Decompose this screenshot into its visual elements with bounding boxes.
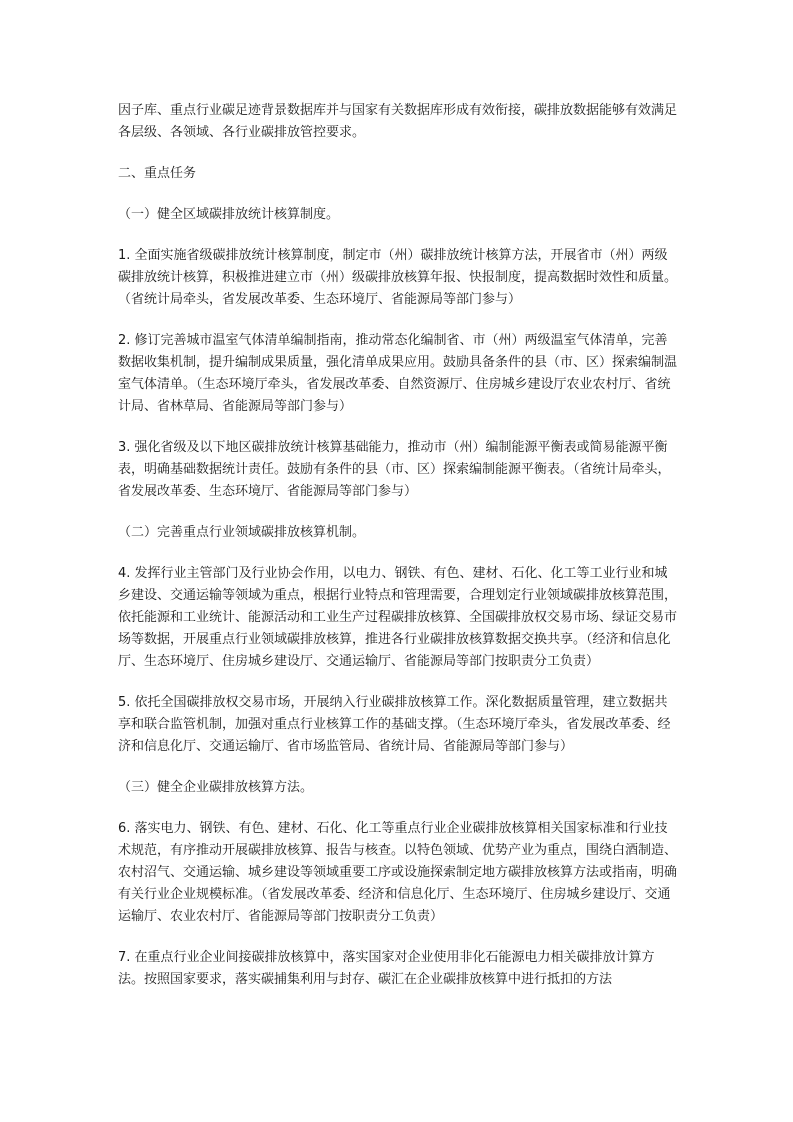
section-heading-key-tasks: 二、重点任务 bbox=[118, 166, 197, 181]
paragraph-item-1: 1. 全面实施省级碳排放统计核算制度，制定市（州）碳排放统计核算方法，开展省市（州）两级碳排放统计核算，积极推进建立市（州）级碳排放核算年报、快报制度，提高数据时效性和质量。（省统计局牵头，省发展改革委、生态环境厅、省能源局等部门参与） bbox=[118, 248, 678, 307]
paragraph-item-4: 4. 发挥行业主管部门及行业协会作用，以电力、钢铁、有色、建材、石化、化工等工业行业和城乡建设、交通运输等领域为重点，根据行业特点和管理需要，合理划定行业领域碳排放核算范围，依托能源和工业统计、能源活动和工业生产过程碳排放核算、全国碳排放权交易市场、绿证交易市场等数据，开展重点行业领域碳排放核算，推进各行业碳排放核算数据交换共享。（经济和信息化厅、生态环境厅、住房城乡建设厅、交通运输厅、省能源局等部门按职责分工负责） bbox=[118, 566, 678, 669]
subsection-heading-1: （一）健全区域碳排放统计核算制度。 bbox=[118, 207, 340, 222]
paragraph-intro-continued: 因子库、重点行业碳足迹背景数据库并与国家有关数据库形成有效衔接，碳排放数据能够有效满足各层级、各领域、各行业碳排放管控要求。 bbox=[118, 103, 678, 140]
paragraph-item-5: 5. 依托全国碳排放权交易市场，开展纳入行业碳排放核算工作。深化数据质量管理，建立数据共享和联合监管机制，加强对重点行业核算工作的基础支撑。（生态环境厅牵头，省发展改革委、经济和信息化厅、交通运输厅、省市场监管局、省统计局、省能源局等部门参与） bbox=[118, 695, 671, 754]
document-body bbox=[118, 100, 678, 1010]
paragraph-item-2: 2. 修订完善城市温室气体清单编制指南，推动常态化编制省、市（州）两级温室气体清单，完善数据收集机制，提升编制成果质量，强化清单成果应用。鼓励具备条件的县（市、区）探索编制温室气体清单。（生态环境厅牵头，省发展改革委、自然资源厅、住房城乡建设厅农业农村厅、省统计局、省林草局、省能源局等部门参与） bbox=[118, 333, 678, 414]
subsection-heading-3: （三）健全企业碳排放核算方法。 bbox=[118, 780, 314, 795]
paragraph-item-6: 6. 落实电力、钢铁、有色、建材、石化、化工等重点行业企业碳排放核算相关国家标准和行业技术规范，有序推动开展碳排放核算、报告与核查。以特色领域、优势产业为重点，围绕白酒制造、农村沼气、交通运输、城乡建设等领域重要工序或设施探索制定地方碳排放核算方法或指南，明确有关行业企业规模标准。（省发展改革委、经济和信息化厅、生态环境厅、住房城乡建设厅、交通运输厅、农业农村厅、省能源局等部门按职责分工负责） bbox=[118, 821, 678, 924]
subsection-heading-2: （二）完善重点行业领域碳排放核算机制。 bbox=[118, 525, 366, 540]
paragraph-item-7: 7. 在重点行业企业间接碳排放核算中，落实国家对企业使用非化石能源电力相关碳排放计算方法。按照国家要求，落实碳捕集利用与封存、碳汇在企业碳排放核算中进行抵扣的方法 bbox=[118, 950, 655, 987]
paragraph-item-3: 3. 强化省级及以下地区碳排放统计核算基础能力，推动市（州）编制能源平衡表或简易能源平衡表，明确基础数据统计责任。鼓励有条件的县（市、区）探索编制能源平衡表。（省统计局牵头，省发展改革委、生态环境厅、省能源局等部门参与） bbox=[118, 440, 671, 499]
